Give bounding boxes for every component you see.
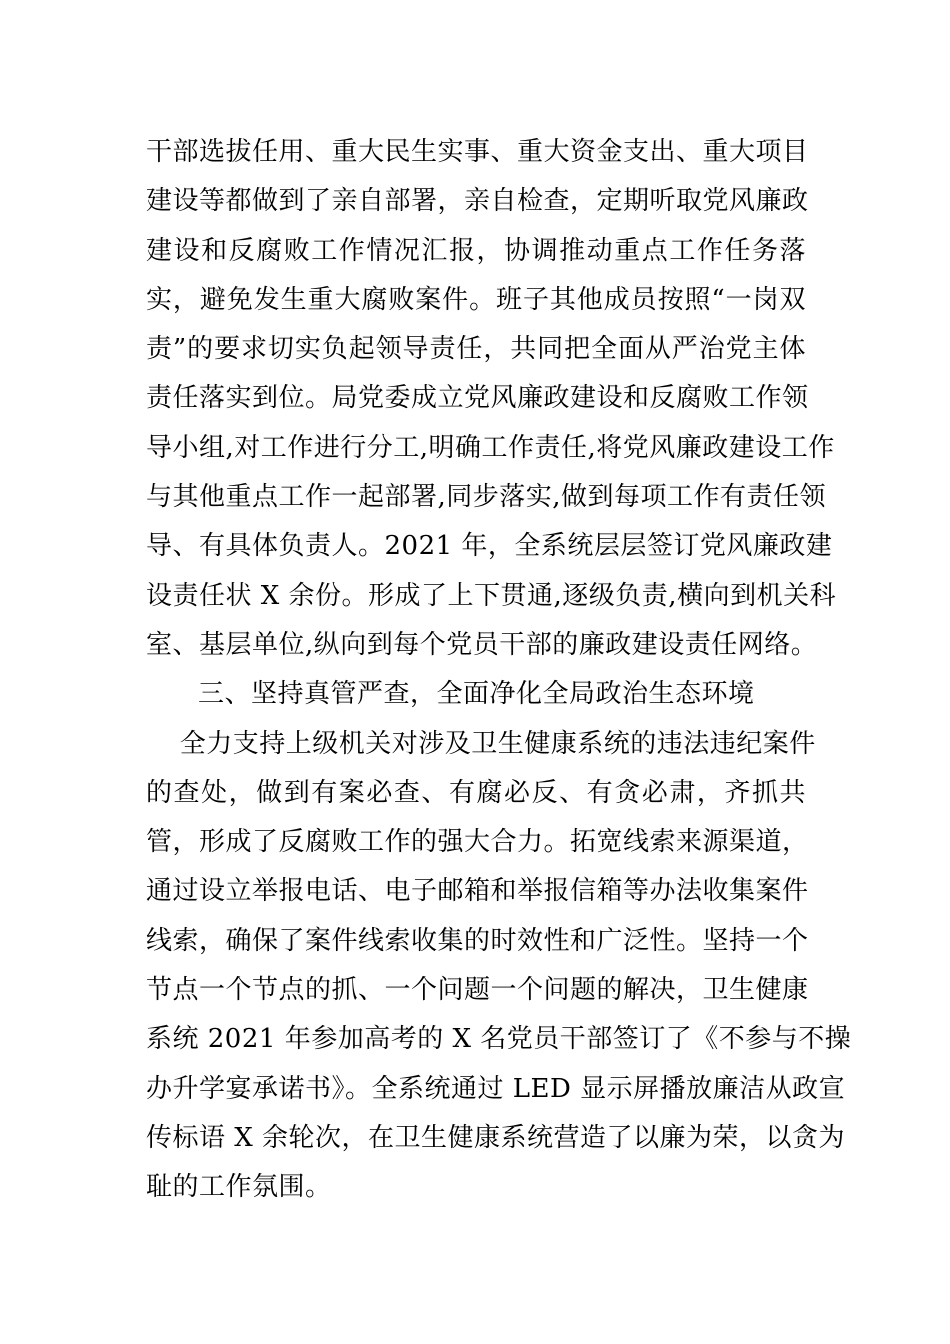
text-line: 室、基层单位,纵向到每个党员干部的廉政建设责任网络。	[146, 629, 818, 660]
document-body	[146, 128, 852, 1213]
text-line: 节点一个节点的抓、一个问题一个问题的解决，卫生健康	[146, 975, 809, 1006]
text-line: 传标语 X 余轮次，在卫生健康系统营造了以廉为荣，以贪为	[146, 1122, 846, 1153]
text-line: 线索，确保了案件线索收集的时效性和广泛性。坚持一个	[146, 925, 809, 956]
text-line: 通过设立举报电话、电子邮箱和举报信箱等办法收集案件	[146, 876, 809, 907]
text-line: 管，形成了反腐败工作的强大合力。拓宽线索来源渠道，	[146, 827, 809, 858]
text-line: 的查处，做到有案必查、有腐必反、有贪必肃，齐抓共	[146, 777, 806, 808]
text-line: 责”的要求切实负起领导责任，共同把全面从严治党主体	[146, 334, 806, 365]
text-line: 全力支持上级机关对涉及卫生健康系统的违法违纪案件	[179, 728, 816, 759]
text-line: 办升学宴承诺书》。全系统通过 LED 显示屏播放廉洁从政宣	[146, 1073, 846, 1104]
text-line: 与其他重点工作一起部署,同步落实,做到每项工作有责任领	[146, 482, 827, 513]
paragraph-accountability	[146, 128, 837, 670]
text-line: 实，避免发生重大腐败案件。班子其他成员按照“一岗双	[146, 284, 806, 315]
paragraph-enforcement	[146, 720, 852, 1213]
text-line: 干部选拔任用、重大民生实事、重大资金支出、重大项目	[146, 137, 809, 167]
text-line: 建设等都做到了亲自部署，亲自检查，定期听取党风廉政	[146, 186, 809, 217]
text-line: 导、有具体负责人。2021 年，全系统层层签订党风廉政建	[146, 531, 833, 562]
text-line: 耻的工作氛围。	[146, 1172, 332, 1203]
text-line: 责任落实到位。局党委成立党风廉政建设和反腐败工作领	[146, 383, 809, 414]
section-heading-3: 三、坚持真管严查，全面净化全局政治生态环境	[198, 679, 755, 710]
text-line: 系统 2021 年参加高考的 X 名党员干部签订了《不参与不操	[146, 1024, 852, 1055]
text-line: 设责任状 X 余份。形成了上下贯通,逐级负责,横向到机关科	[146, 580, 837, 611]
text-line: 建设和反腐败工作情况汇报，协调推动重点工作任务落	[146, 235, 806, 266]
text-line: 导小组,对工作进行分工,明确工作责任,将党风廉政建设工作	[146, 432, 835, 463]
